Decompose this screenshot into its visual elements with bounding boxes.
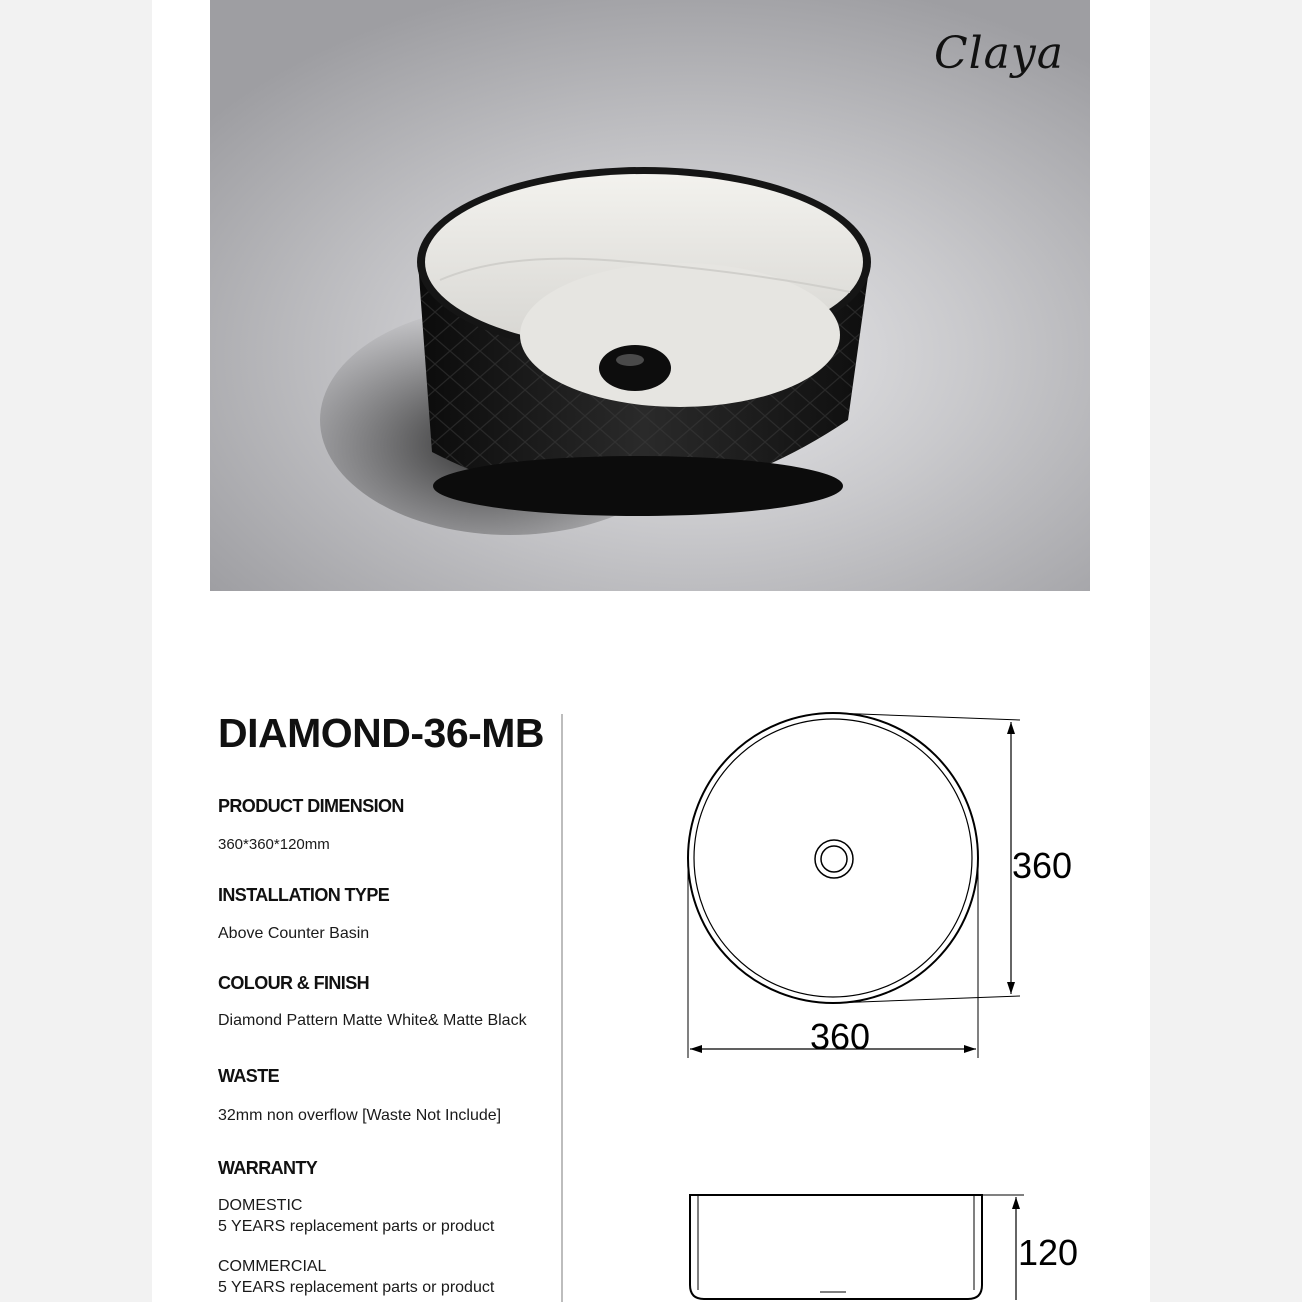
product-title: DIAMOND-36-MB: [218, 710, 545, 756]
brand-logo: Claya: [933, 28, 1064, 79]
warranty-domestic-label: DOMESTIC: [218, 1197, 303, 1214]
depth-dimension-label: 120: [1018, 1232, 1079, 1273]
height-dimension-label: 360: [1012, 845, 1073, 886]
spec-heading-installation: INSTALLATION TYPE: [218, 885, 390, 905]
warranty-commercial-text: 5 YEARS replacement parts or product: [218, 1279, 495, 1296]
spec-heading-dimension: PRODUCT DIMENSION: [218, 796, 404, 816]
top-view-drain-inner: [821, 846, 847, 872]
spec-value-dimension: 360*360*120mm: [218, 836, 330, 853]
side-view-outline: [690, 1195, 982, 1299]
spec-value-waste: 32mm non overflow [Waste Not Include]: [218, 1107, 502, 1124]
spec-value-colour: Diamond Pattern Matte White& Matte Black: [218, 1012, 527, 1029]
warranty-domestic-text: 5 YEARS replacement parts or product: [218, 1218, 495, 1235]
top-view-outer-circle: [688, 713, 978, 1003]
warranty-commercial-label: COMMERCIAL: [218, 1258, 327, 1275]
spec-heading-colour: COLOUR & FINISH: [218, 973, 369, 993]
top-view-inner-circle: [694, 719, 972, 997]
spec-heading-warranty: WARRANTY: [218, 1158, 318, 1178]
spec-value-installation: Above Counter Basin: [218, 925, 370, 942]
width-dimension-label: 360: [810, 1016, 871, 1057]
spec-heading-waste: WASTE: [218, 1066, 280, 1086]
